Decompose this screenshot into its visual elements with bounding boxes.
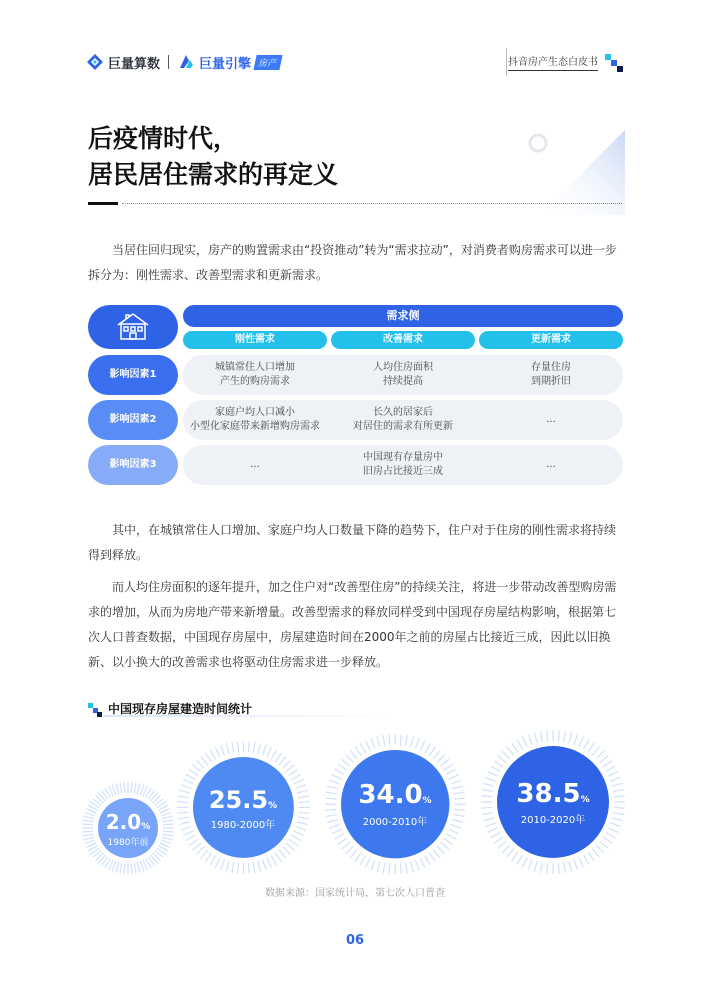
- logo-juliang-yinqing: 巨量引擎: [199, 56, 252, 72]
- bubble-unit: %: [268, 800, 278, 811]
- table-cell-line: 产生的购房需求: [220, 376, 290, 387]
- page-title: [88, 121, 338, 193]
- table-cell-line: 持续提高: [383, 376, 423, 387]
- table-cell: [333, 406, 473, 434]
- report-name: 抖音房产生态白皮书: [508, 57, 598, 68]
- page-number: 06: [345, 933, 365, 948]
- table-cell-line: ...: [250, 459, 260, 470]
- bubble-category: 1980-2000年: [210, 819, 276, 831]
- intro-paragraph: 当居住回归现实，房产的购置需求由“投资推动”转为“需求拉动”，对消费者购房需求可以进一步拆分为：刚性需求、改善型需求和更新需求。: [88, 243, 617, 282]
- bubble-2: [175, 739, 312, 876]
- column-header-rigid: 刚性需求: [183, 331, 327, 349]
- bubble-1: [80, 780, 176, 876]
- table-cell: [333, 361, 473, 389]
- column-header-improve: 改善需求: [331, 331, 475, 349]
- bubble-value: 25.5%: [208, 785, 278, 814]
- title-decoration: [520, 125, 625, 215]
- table-cell-line: 到期折旧: [531, 376, 571, 387]
- table-cell: [481, 413, 621, 427]
- bubble-category: 2000-2010年: [362, 816, 428, 828]
- data-source: 数据来源：国家统计局，第七次人口普查: [265, 888, 445, 899]
- section-marker-icon: [88, 702, 102, 716]
- title-dotted-rule: [122, 203, 622, 204]
- bubble-value: 2.0%: [105, 810, 151, 834]
- factor-pill-1: 影响因素1: [88, 355, 178, 395]
- factor-pill-3: 影响因素3: [88, 445, 178, 485]
- brand-logos: [86, 50, 281, 74]
- table-cell-line: 小型化家庭带来新增购房需求: [190, 421, 320, 432]
- table-cell-line: 城镇常住人口增加: [215, 362, 295, 373]
- table-cell-line: ...: [546, 414, 556, 425]
- bubble-value: 38.5%: [516, 778, 590, 809]
- bubble-3: [323, 732, 467, 876]
- page-title-line2: 居民居住需求的再定义: [88, 160, 339, 189]
- demand-side-header: 需求侧: [183, 305, 623, 327]
- logo-tag-fangchan: 房产: [253, 55, 282, 70]
- table-cell-line: 对居住的需求有所更新: [353, 421, 453, 432]
- pixel-corner-icon: [605, 54, 623, 72]
- juliang-suanshu-logo-icon: [86, 53, 104, 71]
- report-name-underline: [508, 70, 598, 71]
- demand-factor-table: [88, 305, 623, 495]
- column-header-renew: 更新需求: [479, 331, 623, 349]
- bubble-category: 1980年前: [107, 838, 149, 848]
- table-cell: [481, 458, 621, 472]
- table-cell-line: 存量住房: [531, 362, 571, 373]
- house-icon: [88, 305, 178, 349]
- factor-pill-2: 影响因素2: [88, 400, 178, 440]
- logo-separator: [168, 55, 169, 69]
- bubble-unit: %: [141, 822, 151, 832]
- chart-title: 中国现存房屋建造时间统计: [108, 702, 253, 716]
- page-header: [0, 0, 710, 80]
- bubble-unit: %: [422, 796, 432, 807]
- body-paragraph-2: 而人均住房面积的逐年提升，加之住户对“改善型住房”的持续关注，将进一步带动改善型购房需求的增加，从而为房地产带来新增量。改善型需求的释放同样受到中国现存房屋结构影响，根据第七次人口普查数据，中国现存房屋中，房屋建造时间在2000年之前的房屋占比接近三成，因此以旧换新、以小换大的改善需求也将驱动住房需求进一步释放。: [88, 580, 617, 669]
- table-cell-line: 长久的居家后: [373, 407, 433, 418]
- table-cell-line: ...: [546, 459, 556, 470]
- body-paragraph-1: 其中，在城镇常住人口增加、家庭户均人口数量下降的趋势下，住户对于住房的刚性需求将持续得到释放。: [88, 523, 617, 562]
- bubble-4: [479, 728, 627, 876]
- table-cell: [481, 361, 621, 389]
- juliang-yinqing-logo-icon: [177, 53, 195, 71]
- table-cell: [333, 451, 473, 479]
- table-cell-line: 中国现有存量房中: [363, 452, 443, 463]
- table-cell: [185, 361, 325, 389]
- title-underline: [88, 202, 118, 205]
- table-cell-line: 人均住房面积: [373, 362, 433, 373]
- header-divider: [506, 48, 507, 76]
- bubble-unit: %: [580, 794, 590, 805]
- table-cell: [185, 406, 325, 434]
- table-cell: [185, 458, 325, 472]
- bubble-category: 2010-2020年: [520, 815, 586, 827]
- table-cell-line: 旧房占比接近三成: [363, 466, 443, 477]
- bubble-value: 34.0%: [358, 780, 432, 811]
- logo-juliang-suanshu: 巨量算数: [108, 56, 161, 72]
- page-title-line1: 后疫情时代，: [88, 124, 239, 153]
- table-cell-line: 家庭户均人口减小: [215, 407, 295, 418]
- house-header-pill: [88, 305, 178, 349]
